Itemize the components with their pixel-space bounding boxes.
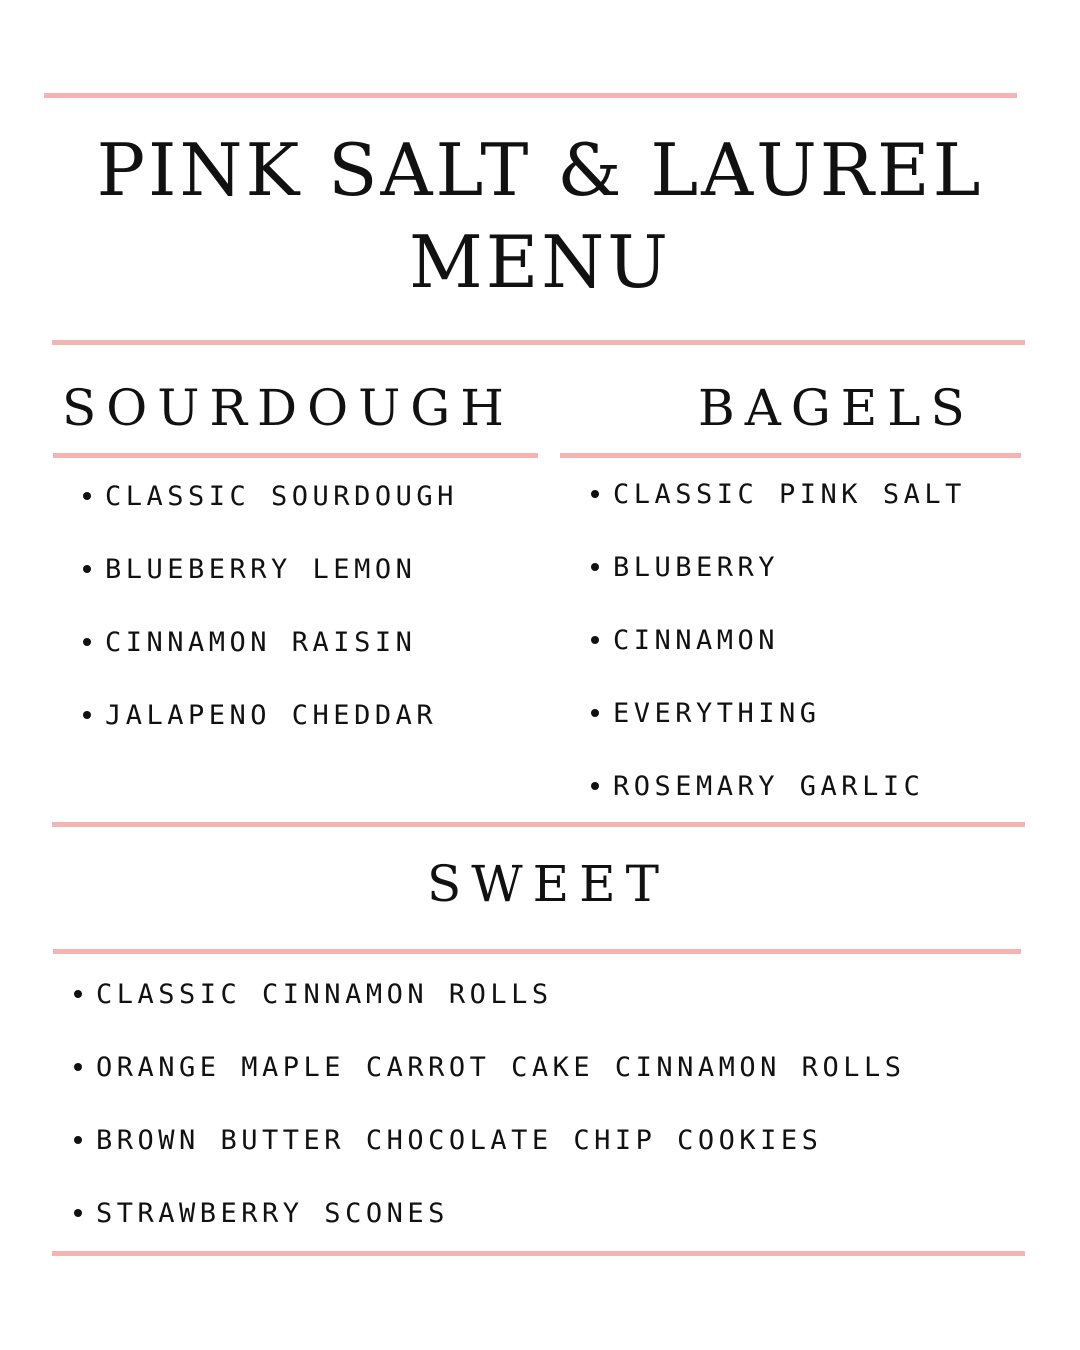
bullet-dot bbox=[591, 709, 599, 717]
bagels-item-label: CLASSIC PINK SALT bbox=[613, 479, 966, 510]
sourdough-heading-underline bbox=[53, 453, 538, 458]
bullet-dot bbox=[74, 1136, 82, 1144]
sourdough-item-label: CLASSIC SOURDOUGH bbox=[105, 481, 458, 512]
bullet-dot bbox=[591, 490, 599, 498]
bagels-item-label: EVERYTHING bbox=[613, 698, 821, 729]
bagels-item bbox=[591, 481, 966, 554]
bullet-dot bbox=[591, 563, 599, 571]
bullet-dot bbox=[74, 1209, 82, 1217]
sweet-item-label: CLASSIC CINNAMON ROLLS bbox=[96, 979, 553, 1010]
title-bottom-divider bbox=[52, 340, 1025, 345]
sweet-item-label: ORANGE MAPLE CARROT CAKE CINNAMON ROLLS bbox=[96, 1052, 906, 1083]
sourdough-item bbox=[83, 702, 458, 775]
bagels-list bbox=[591, 481, 966, 846]
bullet-dot bbox=[591, 782, 599, 790]
bagels-item bbox=[591, 554, 966, 627]
sweet-heading: SWEET bbox=[427, 855, 669, 913]
sweet-list bbox=[74, 981, 905, 1273]
sweet-item-label: BROWN BUTTER CHOCOLATE CHIP COOKIES bbox=[96, 1125, 823, 1156]
bagels-item bbox=[591, 700, 966, 773]
bagels-item bbox=[591, 627, 966, 700]
sourdough-item bbox=[83, 556, 458, 629]
sourdough-item-label: CINNAMON RAISIN bbox=[105, 627, 417, 658]
bullet-dot bbox=[83, 711, 91, 719]
bagels-item bbox=[591, 773, 966, 846]
sourdough-item-label: JALAPENO CHEDDAR bbox=[105, 700, 438, 731]
bagels-item-label: ROSEMARY GARLIC bbox=[613, 771, 925, 802]
bagels-heading: BAGELS bbox=[698, 379, 975, 437]
sweet-heading-underline bbox=[53, 949, 1021, 954]
sourdough-item bbox=[83, 483, 458, 556]
sweet-item bbox=[74, 1200, 905, 1273]
bullet-dot bbox=[83, 565, 91, 573]
bullet-dot bbox=[74, 1063, 82, 1071]
bullet-dot bbox=[83, 492, 91, 500]
sourdough-list bbox=[83, 483, 458, 775]
menu-title: PINK SALT & LAUREL bbox=[96, 128, 984, 212]
menu-subtitle: MENU bbox=[409, 220, 671, 304]
sourdough-item bbox=[83, 629, 458, 702]
sourdough-item-label: BLUEBERRY LEMON bbox=[105, 554, 417, 585]
bullet-dot bbox=[83, 638, 91, 646]
bullet-dot bbox=[591, 636, 599, 644]
top-divider bbox=[44, 93, 1017, 98]
sourdough-heading: SOURDOUGH bbox=[62, 379, 514, 437]
bagels-item-label: CINNAMON bbox=[613, 625, 780, 656]
sweet-item bbox=[74, 1127, 905, 1200]
sweet-item bbox=[74, 981, 905, 1054]
sweet-item bbox=[74, 1054, 905, 1127]
sweet-item-label: STRAWBERRY SCONES bbox=[96, 1198, 449, 1229]
bagels-heading-underline bbox=[560, 453, 1021, 458]
bagels-item-label: BLUBERRY bbox=[613, 552, 780, 583]
bullet-dot bbox=[74, 990, 82, 998]
